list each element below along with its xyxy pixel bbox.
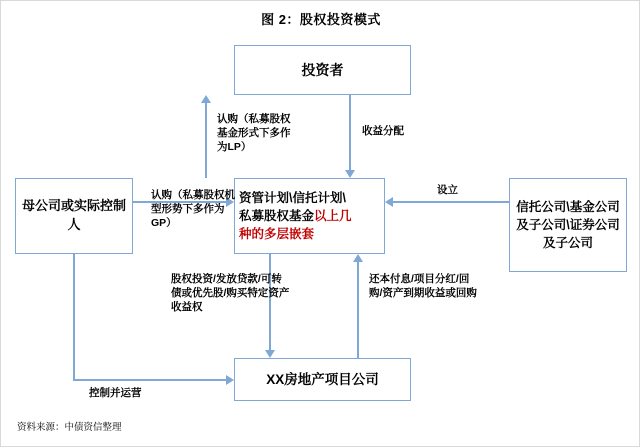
node-project-company-label: XX房地产项目公司 [266, 371, 379, 387]
arrowhead-center-to-project [265, 350, 275, 358]
figure-title: 图 2：股权投资模式 [261, 12, 381, 27]
arrowhead-parent-to-project [226, 375, 234, 385]
edge-label-subscribe-left: 认购（私募股权机型形势下多作为GP） [151, 189, 235, 229]
connector-project-to-center [357, 262, 359, 358]
edge-label-income-distribution: 收益分配 [362, 125, 404, 137]
arrowhead-subscribe-up [201, 95, 211, 103]
center-line-2 [239, 207, 352, 225]
figure-source: 资料来源：中债资信整理 [17, 422, 122, 433]
center-line-4-red: 种的多层嵌套 [239, 227, 315, 242]
arrowhead-project-to-center [353, 254, 363, 262]
node-investor-label: 投资者 [301, 61, 344, 78]
connector-income-down [349, 95, 351, 170]
center-line-3-red: 以上几 [314, 208, 352, 223]
center-line-1: 资管计划\信托计划\ [239, 190, 346, 205]
center-line-2-black: 私募股权基金 [239, 208, 315, 223]
node-asset-management-plan-text [239, 189, 352, 243]
edge-label-equity-investment: 股权投资/发放贷款/可转债或优先股/购买特定资产收益权 [171, 273, 290, 313]
edge-label-subscribe-top: 认购（私募股权基金形式下多作为LP） [217, 113, 291, 153]
connector-parent-elbow-vertical [73, 254, 75, 379]
node-trust-company[interactable] [509, 178, 627, 272]
node-project-company[interactable] [234, 358, 411, 401]
node-trust-company-label: 信托公司\基金公司及子公司\证券公司及子公司 [516, 199, 620, 251]
connector-parent-elbow-horizontal [73, 379, 226, 381]
node-investor[interactable] [234, 45, 411, 95]
arrowhead-trust-to-center [385, 197, 393, 207]
edge-label-control-operate: 控制并运营 [89, 387, 142, 399]
node-asset-management-plan[interactable] [234, 178, 385, 254]
node-parent-company-label: 母公司或实际控制人 [21, 198, 126, 232]
node-parent-company[interactable] [15, 178, 133, 254]
connector-subscribe-up [205, 103, 207, 178]
edge-label-setup: 设立 [437, 184, 458, 196]
connector-trust-to-center [393, 201, 509, 203]
edge-label-repayment: 还本付息/项目分红/回购/资产到期收益或回购 [369, 273, 477, 299]
arrowhead-income-down [345, 170, 355, 178]
